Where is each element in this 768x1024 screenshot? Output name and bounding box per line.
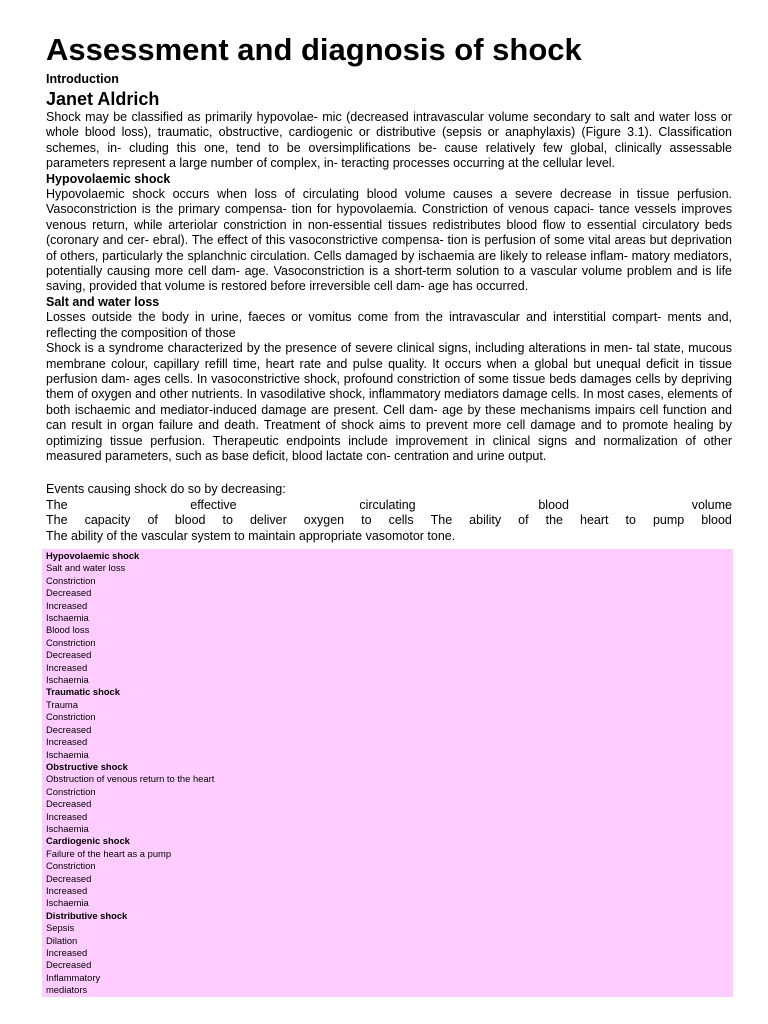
justified-word: circulating	[359, 497, 416, 512]
justified-word: to	[625, 513, 636, 528]
shock-syndrome-paragraph: Shock is a syndrome characterized by the presence of severe clinical signs, including alterations in men- tal state, mucous membrane colour, capillary refill time, heart rate and pulse quality. It occurs when a global but unequal deficit in tissue perfusion dam- ages cells. In vasoconstrictive shock, profound constriction of some tissue beds damages cells by depriving them of oxygen and other nutrients. In vasodilative shock, inflammatory mediators damage cells. In most cases, elements of both ischaemic and mediator-induced damage are present. Cell dam- age by these mechanisms impairs cell function and can result in organ failure and death. Treatment of shock aims to prevent more cell damage and to promote healing by optimizing tissue perfusion. Therapeutic endpoints include improvement in clinical signs and normalization of other measured parameters, such as base deficit, blood lactate con- centration and urine output.	[46, 341, 732, 463]
figure-list-item: Blood loss	[46, 624, 90, 636]
events-line-3: The ability of the vascular system to maintain appropriate vasomotor tone.	[46, 528, 456, 543]
figure-list-item: Constriction	[46, 711, 96, 723]
figure-list-item: Inflammatory	[46, 971, 101, 983]
events-line-2	[46, 513, 732, 528]
figure-list-item: Constriction	[46, 636, 96, 648]
justified-word: blood	[538, 497, 569, 512]
figure-list-item: Increased	[46, 661, 88, 673]
figure-list-item: Decreased	[46, 723, 92, 735]
paragraph-gap	[46, 464, 732, 482]
figure-3-1-box	[42, 549, 733, 997]
figure-section-heading: Traumatic shock	[46, 686, 120, 698]
justified-word: blood	[174, 513, 206, 528]
justified-word: of	[147, 513, 158, 528]
figure-list-item: Increased	[46, 947, 88, 958]
justified-word: to	[361, 513, 372, 528]
figure-section-heading: Cardiogenic shock	[46, 835, 130, 847]
justified-word: The	[430, 513, 453, 528]
justified-word: capacity	[84, 513, 131, 528]
figure-list-item: Trauma	[46, 698, 78, 710]
justified-word: effective	[190, 497, 237, 512]
figure-list-item: Increased	[46, 599, 88, 611]
justified-word: of	[518, 513, 529, 528]
figure-list-item: Ischaemia	[46, 897, 89, 909]
figure-section-heading: Obstructive shock	[46, 760, 128, 772]
figure-list-item: Constriction	[46, 785, 96, 797]
hypovolaemic-shock-paragraph: Hypovolaemic shock occurs when loss of circulating blood volume causes a severe decrease in tissue perfusion. Vasoconstriction is the primary compensa- tion for hypovolaemia. Constriction of venous capaci- tance vessels improves venous return, while arteriolar constriction in non-essential tissues redistributes blood flow to essential circulatory beds (coronary and cer- ebral). The effect of this vasoconstrictive compensa- tion is perfusion of some vital areas but deprivation of others, particularly the splanchnic circulation. Cells damaged by ischaemia are likely to release inflam- matory mediators, potentially causing more cell dam- age. Vasoconstriction is a short-term solution to a vascular volume problem and is life saving, provided that volume is restored before irreversible cell dam- age has occurred.	[46, 187, 732, 294]
figure-list-item: Decreased	[46, 872, 92, 884]
justified-word: heart	[580, 513, 609, 528]
introduction-heading: Introduction	[46, 72, 119, 86]
figure-list-item: Increased	[46, 884, 88, 896]
salt-water-loss-paragraph: Losses outside the body in urine, faeces or vomitus come from the intravascular and interstitial compart- ments and, reflecting the composition of those	[46, 310, 732, 340]
figure-list-item: Ischaemia	[46, 748, 89, 760]
figure-list-item: Ischaemia	[46, 612, 89, 624]
events-lead: Events causing shock do so by decreasing:	[46, 482, 286, 497]
justified-word: to	[222, 513, 233, 528]
events-line-1	[46, 498, 732, 513]
figure-list-item: Dilation	[46, 934, 78, 946]
justified-word: pump	[652, 513, 685, 528]
salt-water-loss-heading: Salt and water loss	[46, 294, 160, 309]
justified-word: ability	[469, 513, 502, 528]
figure-section-heading: Hypovolaemic shock	[46, 550, 140, 561]
document-page	[46, 30, 732, 544]
events-block	[46, 482, 732, 544]
introduction-paragraph: Shock may be classified as primarily hypovolae- mic (decreased intravascular volume secondary to salt and water loss or whole blood loss), traumatic, obstructive, cardiogenic or distributive (sepsis or anaphylaxis) (Figure 3.1). Classification schemes, in- cluding this one, tend to be oversimplifications be- cause relatively few global, clinically assessable parameters represent a large number of complex, in- teracting processes occurring at the cellular level.	[46, 110, 732, 171]
justified-word: The	[46, 513, 68, 528]
justified-word: The	[46, 497, 68, 512]
justified-word: the	[545, 513, 563, 528]
figure-list-item: Constriction	[46, 860, 96, 872]
justified-word: cells	[388, 513, 414, 528]
author-name: Janet Aldrich	[46, 89, 160, 109]
figure-list-item: Increased	[46, 810, 88, 822]
justified-word: oxygen	[303, 513, 345, 528]
figure-list-item: mediators	[46, 984, 88, 996]
figure-list-item: Decreased	[46, 798, 92, 810]
figure-list-item: Decreased	[46, 959, 92, 971]
figure-item-list	[46, 550, 214, 997]
figure-list-item: Decreased	[46, 587, 92, 599]
figure-list-item: Decreased	[46, 649, 92, 661]
figure-list-item: Increased	[46, 736, 88, 748]
figure-list-item: Constriction	[46, 574, 96, 586]
justified-word: volume	[691, 497, 732, 512]
figure-section-heading: Distributive shock	[46, 909, 128, 921]
document-title: Assessment and diagnosis of shock	[46, 32, 582, 67]
figure-list-item: Ischaemia	[46, 674, 89, 686]
figure-list-item: Failure of the heart as a pump	[46, 847, 172, 859]
hypovolaemic-shock-heading: Hypovolaemic shock	[46, 171, 171, 186]
justified-word: blood	[701, 513, 732, 528]
figure-list-item: Sepsis	[46, 922, 75, 934]
figure-list-item: Obstruction of venous return to the heart	[46, 773, 215, 785]
justified-word: deliver	[249, 513, 287, 528]
figure-list-item: Salt and water loss	[46, 562, 126, 574]
figure-list-item: Ischaemia	[46, 822, 89, 834]
